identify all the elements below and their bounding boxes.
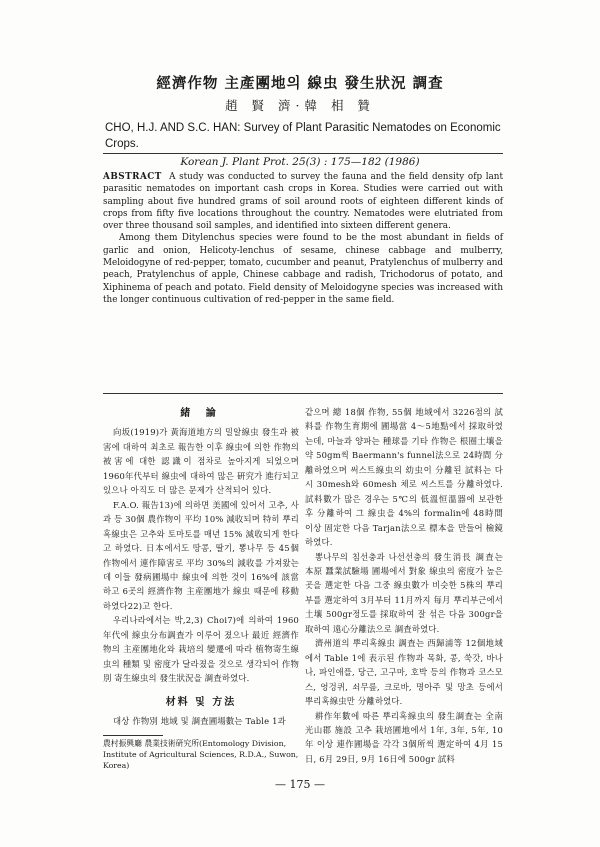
authors: 趙 賢 濟·韓 相 贊: [225, 98, 375, 113]
abstract-label: ABSTRACT: [103, 172, 162, 182]
footnote-rule: [103, 735, 163, 736]
journal-citation: Korean J. Plant Prot. 25(3) : 175—182 (1986): [180, 156, 420, 168]
right-paragraph-1: 같으며 總 18個 作物, 55個 地域에서 3226점의 試料를 作物生育期에 圃場當 4～5地點에서 採取하였는데, 마늘과 양파는 種球를 기타 作物은 根圈土壤을 약 50gm씩 Baermann's funnel法으로 24時間 分離하였으며 써스트線虫의 幼虫이 分離된 試料는 다시 30mesh와 60mesh 체로 씨스트를 分離하였다. 試料數가 많은 경우는 5℃의 低溫恒溫器에 보관한 후 分離하여 그 線虫을 4%의 formalin에 48時間 이상 固定한 다음 Tarjan法으로 標本을 만들어 檢鏡하였다.: [305, 407, 503, 548]
left-paragraph-1: 向坂(1919)가 黃海道地方의 밀알線虫 發生과 被害에 대하여 최초로 報告한 이후 線虫에 의한 作物의 被害에 대한 認識이 점차로 높아지게 되었으며 1960年代부터 線虫에 대하여 많은 硏究가 進行되고 있으나 아직도 더 많은 문제가 산적되어 있다.: [103, 427, 299, 496]
right-paragraph-4: 耕作年數에 따른 뿌리혹線虫의 發生調査는 全南 光山郡 施設 고추 栽培圃地에서 1年, 3年, 5年, 10年 이상 連作圃場을 각각 3個所씩 選定하여 4月 15日, 6月 29日, 9月 16日에 500gr 試料: [305, 710, 503, 764]
left-paragraph-4: 대상 作物別 地域 및 調査圃場數는 Table 1과: [113, 716, 286, 727]
right-paragraph-3: 濟州道의 뿌리혹線虫 調査는 西歸浦等 12個地域에서 Table 1에 表示된 作物과 목화, 콩, 쑥갓, 바나나, 파인애플, 당근, 고구마, 호박 등의 作物과 코스모스, 엉겅퀴, 쇠무릎, 크로바, 명아주 및 망초 등에서 뿌리혹線虫만 分離하였다.: [305, 638, 503, 707]
abstract-paragraph-1: [103, 171, 503, 232]
left-column: [103, 405, 299, 729]
section-heading-introduction: 緒 論: [180, 408, 222, 419]
abstract-paragraph-2: Among them Ditylenchus species were found to be the most abundant in fields of garlic and onion, Helicoty-lenchus of sesame, chinese cabbage and mulberry, Meloidogyne of red-pepper, tomato, cucumber and peanut, Pratylenchus of mulberry and peach, Pratylenchus of apple, Chinese cabbage and radish, Trichodorus of potato, and Xiphinema of peach and potato. Field density of Meloidogyne species was increased with the longer continuous cultivation of red-pepper in the same field.: [103, 233, 503, 305]
top-divider: [103, 153, 503, 154]
english-authors: CHO, H.J. AND S.C. HAN:: [105, 122, 241, 134]
abstract: [103, 171, 503, 306]
left-paragraph-3: 우리나라에서는 박,2,3) Choi7)에 의하여 1960年代에 線虫分布調査가 이루어 졌으나 最近 經濟作物의 主産團地化와 栽培의 變遷에 따라 植物寄生線虫의 種類 및 密度가 달라졌을 것으로 생각되어 作物別 寄生線虫의 發生狀況을 調査하였다.: [103, 615, 299, 684]
right-column: [305, 405, 503, 766]
paper-title: 經濟作物 主產團地의 線虫 發生狀況 調査: [156, 75, 444, 92]
section-heading-methods: 材料 및 方法: [165, 696, 237, 708]
abstract-bottom-divider: [103, 393, 503, 394]
right-paragraph-2: 뽕나무의 침선충과 나선선충의 發生消長 調査는 本原 蠶業試驗場 圃場에서 對象 線虫의 密度가 높은 곳을 選定한 다음 그중 線虫數가 비슷한 5株의 뿌리부를 選定하여 3月부터 11月까지 每月 뿌리부근에서 土壤 500gr정도를 採取하여 잘 섞은 다음 300gr을 取하여 遠心分離法으로 調査하였다.: [305, 551, 503, 634]
page-number: — 175 —: [275, 778, 325, 791]
english-title-text: Survey of Plant Parasitic Nematodes on Economic Crops.: [105, 122, 501, 150]
abstract-text-1: A study was conducted to survey the fauna and the field density ofp lant parasitic nematodes on important cash crops in Korea. Studies were carried out with sampling about five hundred grams of soil around roots of eighteen different kinds of crops from fifty five locations throughout the country. Nematodes were elutriated from over three thousand soil samples, and identified into sixteen different genera.: [103, 172, 504, 232]
english-title: [105, 120, 535, 152]
footnote: 農村振興廳 農業技術硏究所(Entomology Division, Institute of Agricultural Sciences, R.D.A., Suwon, Korea): [103, 739, 299, 770]
left-paragraph-2: F.A.O. 報告13)에 의하면 美國에 있어서 고추, 사과 등 30個 農作物이 平均 10% 減收되며 特히 뿌리혹線虫은 고추와 토마토를 매년 15% 減收되게 한다고 하였다. 日本에서도 땅콩, 딸기, 뽕나무 등 45個 作物에서 連作障害로 平均 30%의 減收를 가져왔는데 이들 發病圃場中 線虫에 의한 것이 16%에 該當하고 6곳의 經濟作物 主産團地가 線虫 때문에 移動하였다22)고 한다.: [103, 499, 299, 611]
